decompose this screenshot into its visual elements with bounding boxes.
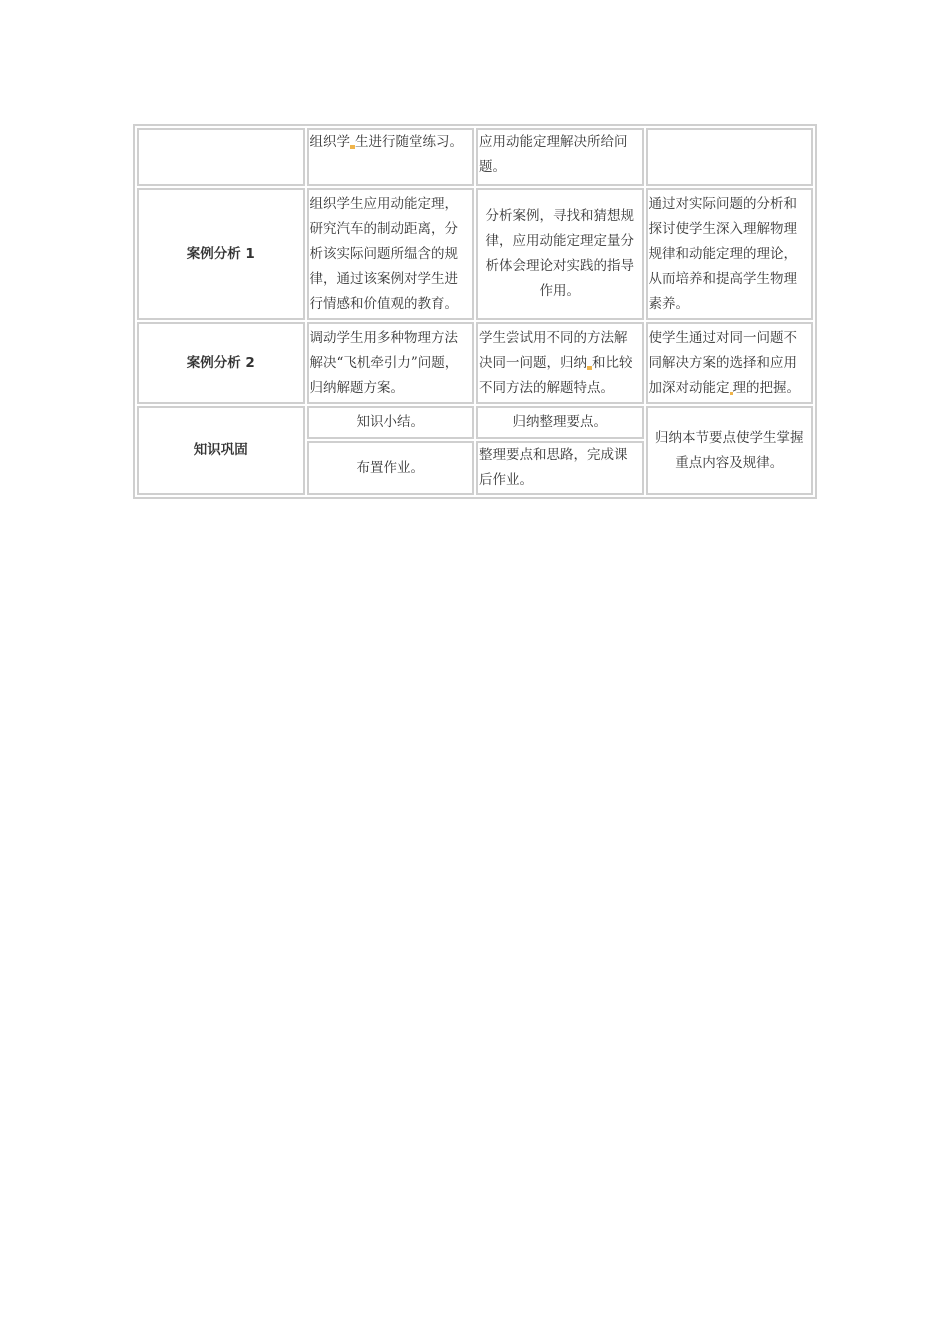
table-row <box>137 406 813 439</box>
cell-text: 使学生通过对同一问题不同解决方案的选择和应用加深对动能定 <box>648 329 797 396</box>
lesson-plan-table <box>133 124 817 499</box>
table-row <box>137 322 813 404</box>
student-activity-cell: 整理要点和思路，完成课后作业。 <box>476 441 644 495</box>
cell-text: 生进行随堂练习。 <box>355 134 463 150</box>
cell-text: 学生尝试用不同的方法解决同一问题，归纳 <box>479 329 628 371</box>
teacher-activity-cell: 调动学生用多种物理方法解决“飞机牵引力”问题，归纳解题方案。 <box>307 322 475 404</box>
teacher-activity-cell: 知识小结。 <box>307 406 475 439</box>
cell-text: 组织学 <box>309 134 350 150</box>
table-row <box>137 188 813 320</box>
student-activity-cell: 归纳整理要点。 <box>476 406 644 439</box>
design-intent-cell <box>646 128 814 186</box>
teacher-activity-cell: 布置作业。 <box>307 441 475 495</box>
table-row <box>137 128 813 186</box>
row-label <box>137 128 305 186</box>
student-activity-cell: 分析案例，寻找和猜想规律，应用动能定理定量分析体会理论对实践的指导作用。 <box>476 188 644 320</box>
row-label: 知识巩固 <box>137 406 305 495</box>
student-activity-cell: 应用动能定理解决所给问题。 <box>476 128 644 186</box>
teacher-activity-cell: 组织学生应用动能定理，研究汽车的制动距离，分析该实际问题所缊含的规律，通过该案例对学生进行情感和价值观的教育。 <box>307 188 475 320</box>
design-intent-cell: 通过对实际问题的分析和探讨使学生深入理解物理规律和动能定理的理论，从而培养和提高学生物理素养。 <box>646 188 814 320</box>
cell-text: 和比较不同方法的解题特点。 <box>479 354 633 396</box>
cell-text: 理的把握。 <box>732 379 800 396</box>
design-intent-cell <box>646 322 814 404</box>
row-label: 案例分析 2 <box>137 322 305 404</box>
teacher-activity-cell <box>307 128 475 186</box>
design-intent-cell: 归纳本节要点使学生掌握重点内容及规律。 <box>646 406 814 495</box>
row-label: 案例分析 1 <box>137 188 305 320</box>
student-activity-cell <box>476 322 644 404</box>
